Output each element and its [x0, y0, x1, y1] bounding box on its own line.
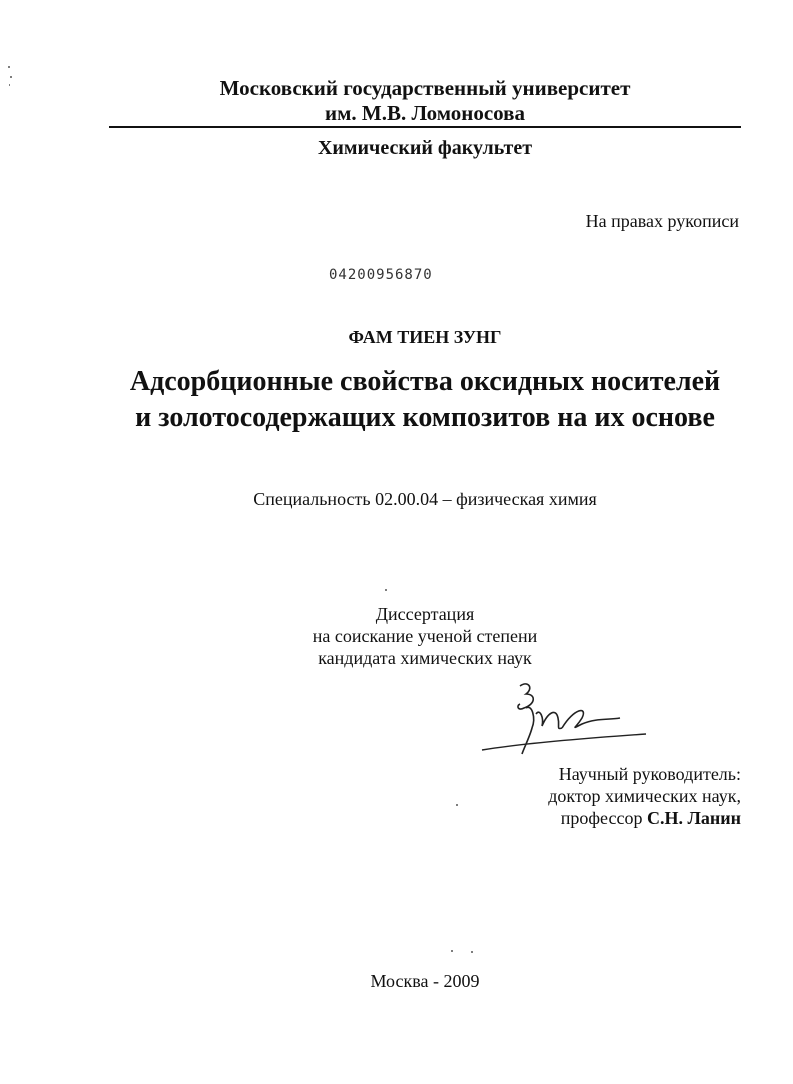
university-name-line2: им. М.В. Ломоносова [325, 101, 525, 125]
scan-speck [8, 66, 10, 68]
scan-speck [385, 589, 387, 591]
author-name: ФАМ ТИЕН ЗУНГ [348, 327, 502, 347]
place-and-year: Москва - 2009 [370, 971, 480, 991]
dissertation-title-line1: Адсорбционные свойства оксидных носителей [129, 366, 721, 397]
university-name-line1: Московский государственный университет [219, 76, 631, 100]
scan-speck [456, 804, 458, 806]
header-divider [109, 126, 741, 128]
dissertation-title-line2: и золотосодержащих композитов на их основе [135, 402, 715, 433]
degree-name: кандидата химических наук [318, 648, 532, 668]
inventory-number: 04200956870 [329, 267, 433, 283]
scan-speck [471, 951, 473, 953]
degree-purpose: на соискание ученой степени [312, 626, 538, 646]
rights-note: На правах рукописи [585, 211, 739, 231]
scan-speck [451, 950, 453, 952]
author-signature [478, 678, 658, 758]
faculty-name: Химический факультет [317, 137, 533, 159]
supervisor-name: С.Н. Ланин [646, 808, 741, 828]
supervisor-degree: доктор химических наук, [548, 786, 741, 806]
scan-speck [9, 84, 10, 86]
supervisor-title [561, 808, 741, 829]
supervisor-rank: профессор [560, 808, 647, 828]
supervisor-label: Научный руководитель: [558, 764, 741, 784]
dissertation-type: Диссертация [375, 604, 475, 624]
scan-speck [10, 76, 12, 78]
specialty: Специальность 02.00.04 – физическая химия [253, 489, 597, 509]
